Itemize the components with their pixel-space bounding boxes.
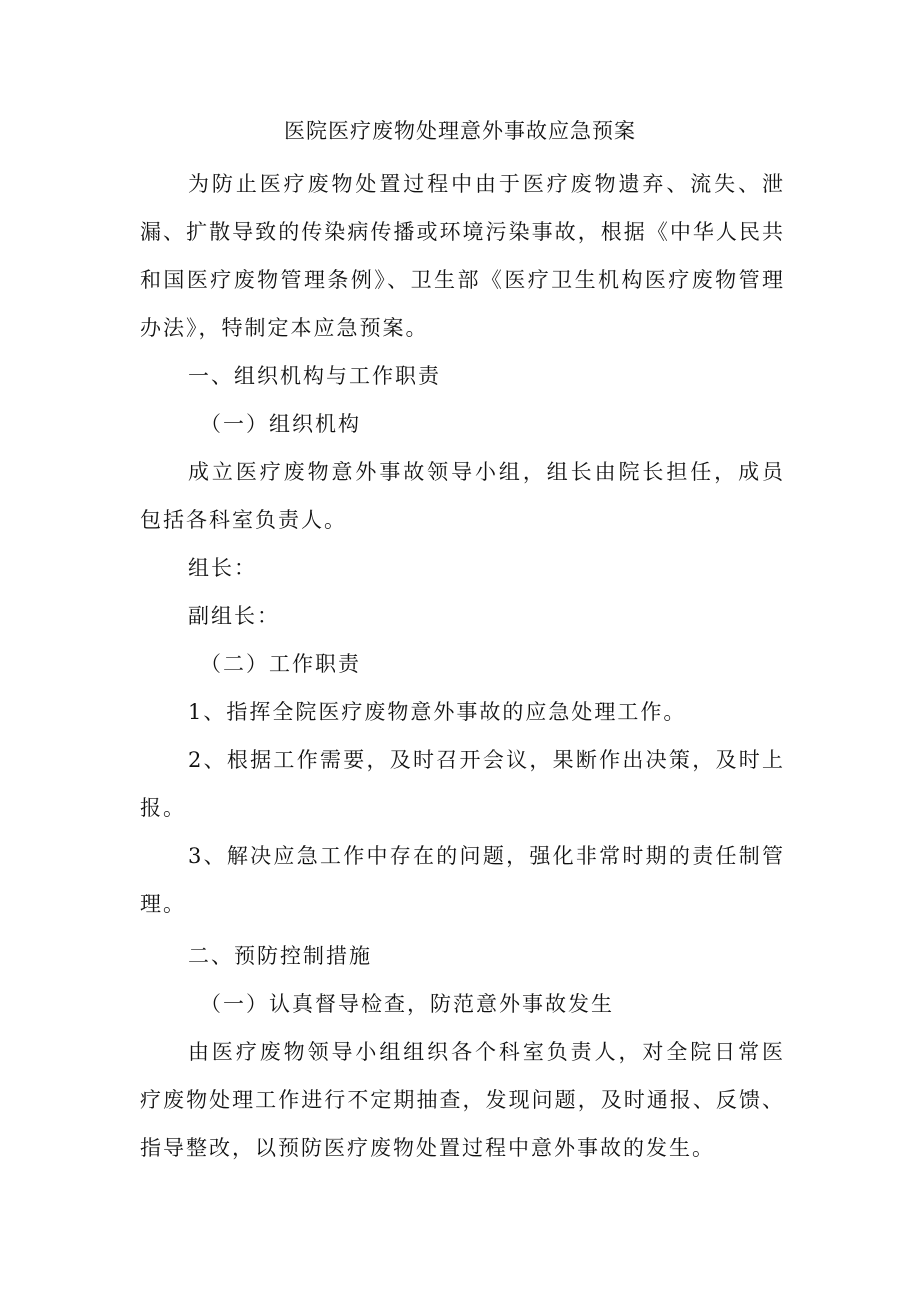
leader-label: 组长：	[188, 556, 257, 580]
section-1-sub-2-heading: （二）工作职责	[200, 652, 361, 676]
section-1-sub-1-heading: （一）组织机构	[200, 412, 361, 436]
duty-item-3: 3、解决应急工作中存在的问题，强化非常时期的责任制管理。	[140, 844, 785, 916]
section-2-sub-1-heading: （一）认真督导检查，防范意外事故发生	[200, 992, 614, 1016]
section-2-heading: 二、预防控制措施	[188, 944, 372, 968]
duty-item-1: 1、指挥全院医疗废物意外事故的应急处理工作。	[188, 700, 687, 724]
inspection-paragraph: 由医疗废物领导小组组织各个科室负责人，对全院日常医疗废物处理工作进行不定期抽查，发现问题，及时通报、反馈、指导整改，以预防医疗废物处置过程中意外事故的发生。	[140, 1040, 785, 1160]
section-1-heading: 一、组织机构与工作职责	[188, 364, 441, 388]
duty-item-2: 2、根据工作需要，及时召开会议，果断作出决策，及时上报。	[140, 748, 785, 820]
intro-paragraph: 为防止医疗废物处置过程中由于医疗废物遗弃、流失、泄漏、扩散导致的传染病传播或环境污染事故，根据《中华人民共和国医疗废物管理条例》、卫生部《医疗卫生机构医疗废物管理办法》，特制定本应急预案。	[140, 172, 785, 340]
document-title: 医院医疗废物处理意外事故应急预案	[284, 119, 636, 143]
deputy-leader-label: 副组长：	[188, 604, 280, 628]
organization-paragraph: 成立医疗废物意外事故领导小组，组长由院长担任，成员包括各科室负责人。	[140, 460, 785, 532]
